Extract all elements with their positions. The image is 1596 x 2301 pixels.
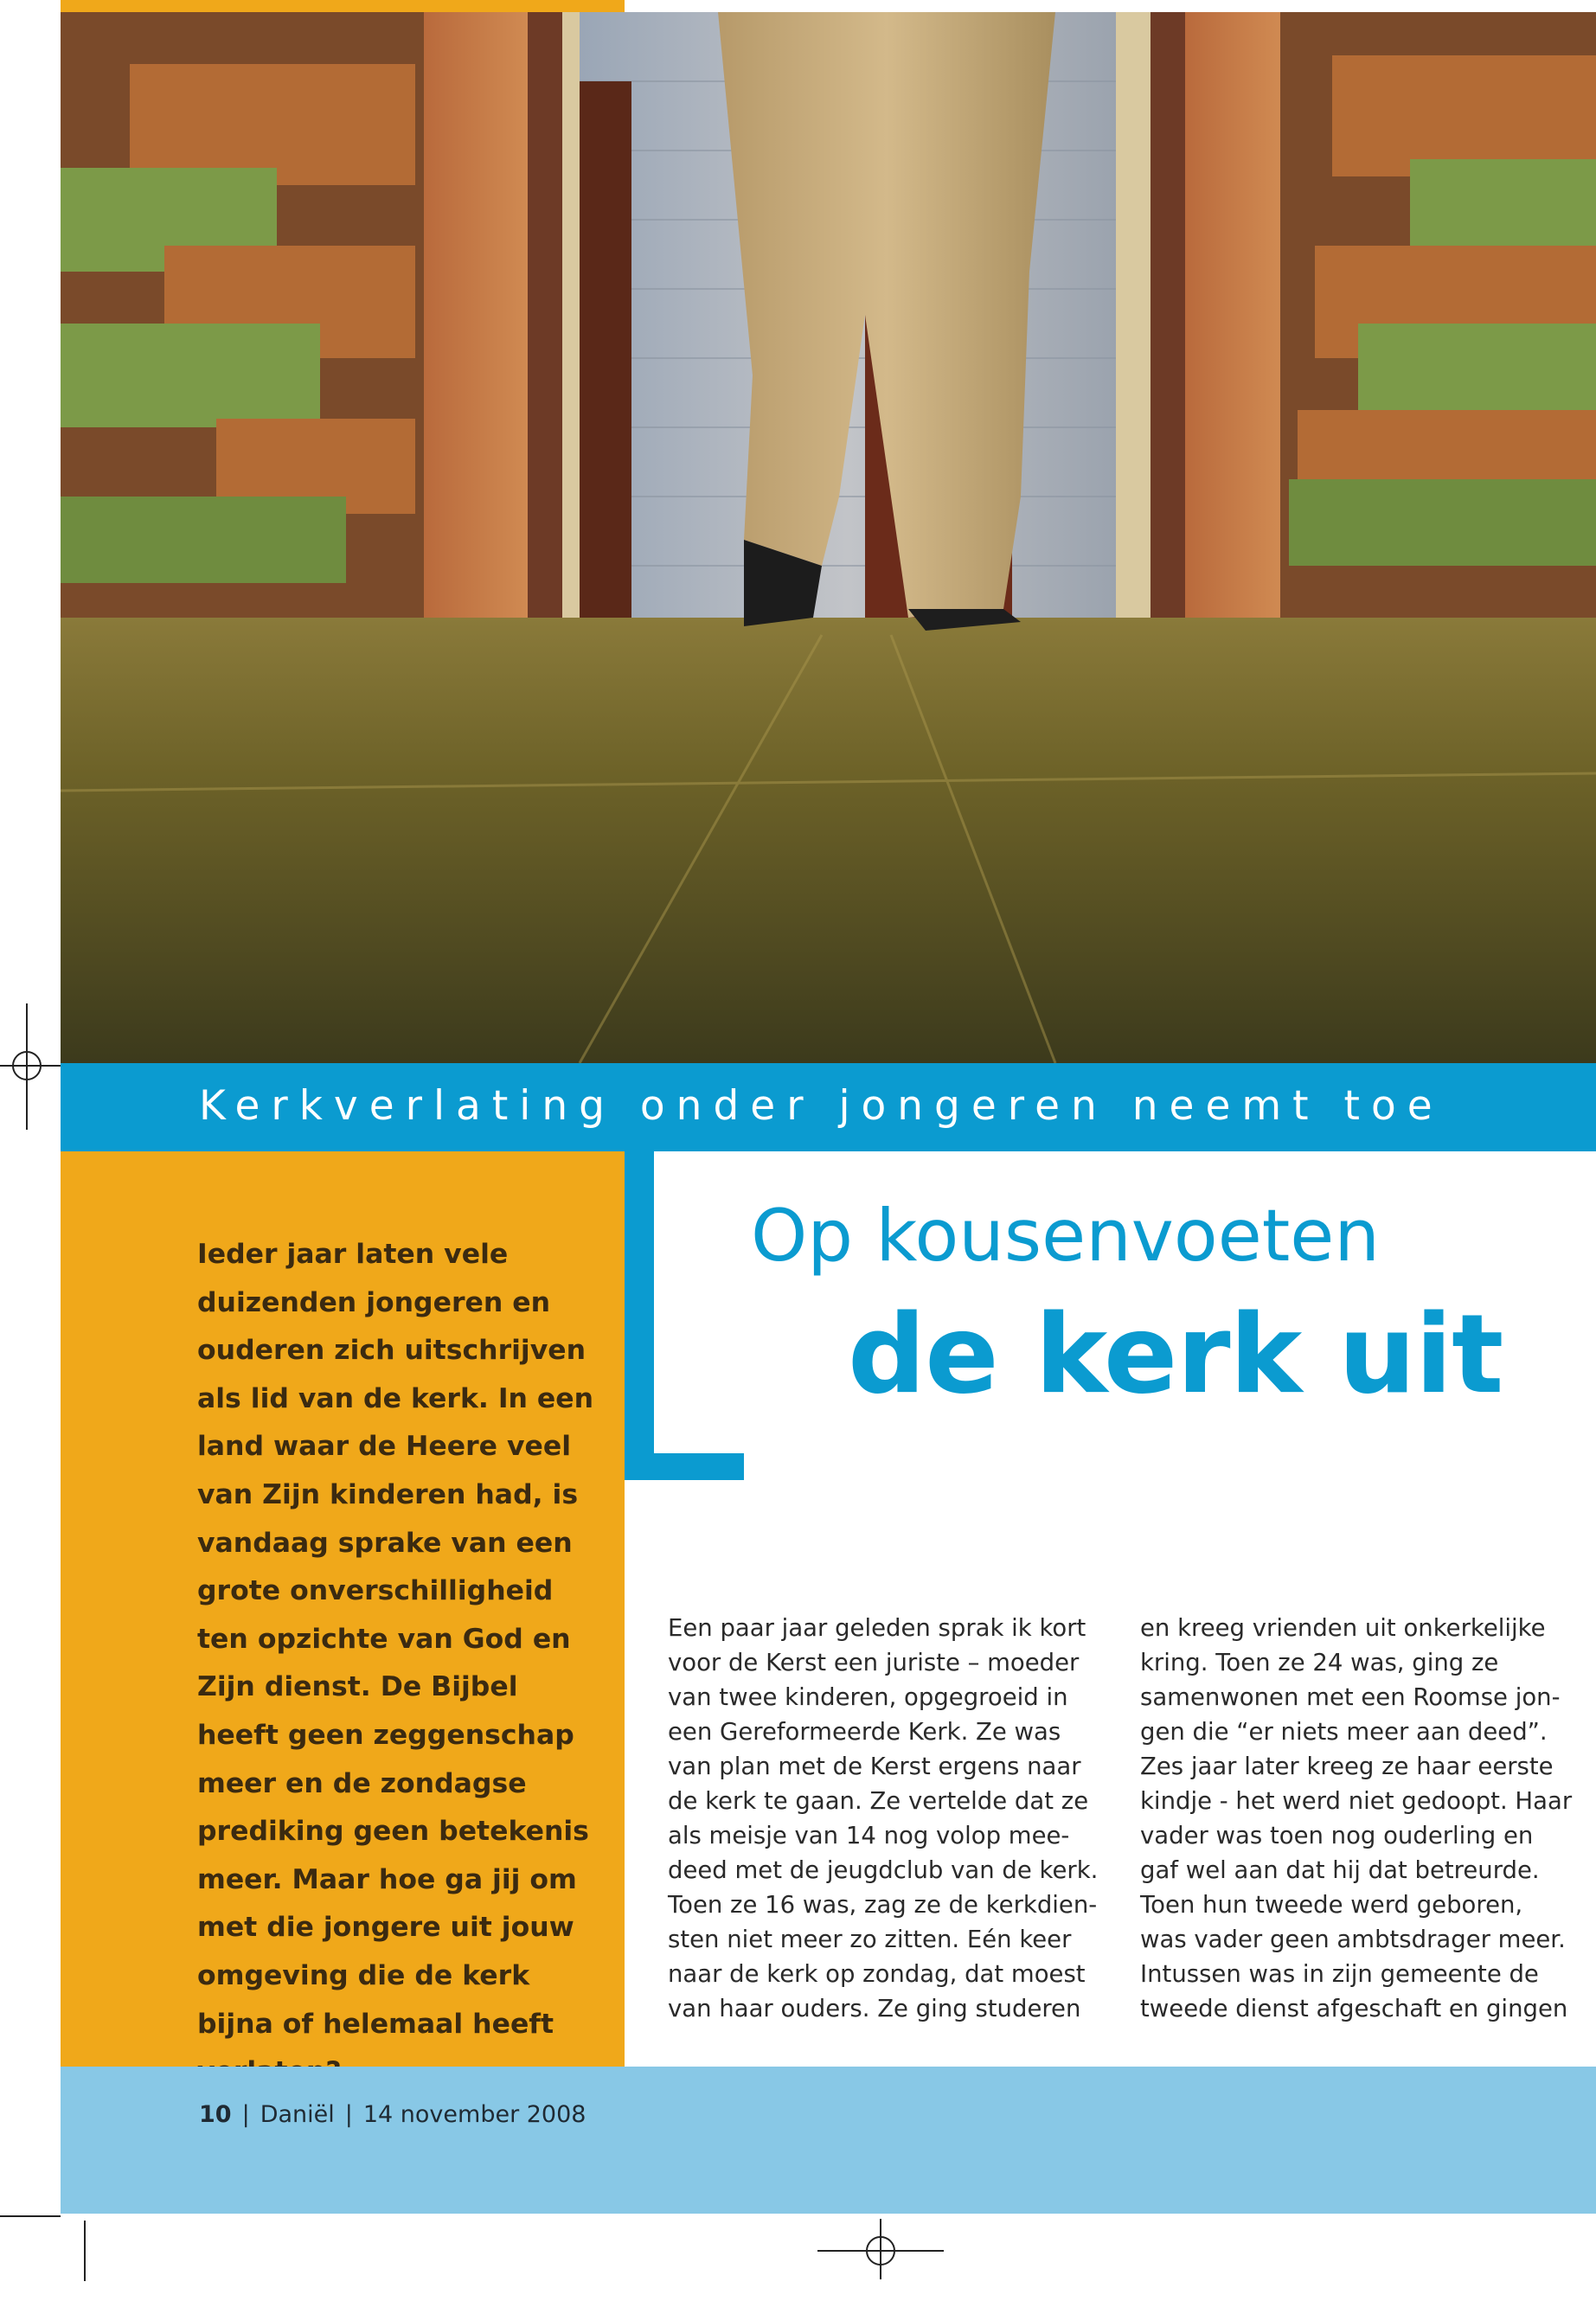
page-number: 10 [199, 2101, 232, 2128]
intro-block [61, 1151, 625, 2067]
body-line: de kerk te gaan. Ze vertelde dat ze [668, 1787, 1089, 1815]
body-line: kring. Toen ze 24 was, ging ze [1140, 1649, 1499, 1676]
body-line: Zes jaar later kreeg ze haar eerste [1140, 1753, 1554, 1780]
body-column-2 [1140, 1611, 1590, 2026]
body-line: Toen hun tweede werd geboren, [1140, 1891, 1523, 1919]
body-line: van plan met de Kerst ergens naar [668, 1753, 1081, 1780]
registration-mark-icon [12, 1051, 42, 1080]
body-line: Toen ze 16 was, zag ze de kerkdien- [668, 1891, 1098, 1919]
body-line: een Gereformeerde Kerk. Ze was [668, 1718, 1061, 1746]
body-line: samenwonen met een Roomse jon- [1140, 1683, 1561, 1711]
body-line: gen die “er niets meer aan deed”. [1140, 1718, 1548, 1746]
body-line: was vader geen ambtsdrager meer. [1140, 1926, 1566, 1953]
article-kicker: Kerkverlating onder jongeren neemt toe [199, 1082, 1444, 1130]
body-column-1 [668, 1611, 1118, 2026]
page-footer [199, 2101, 586, 2128]
body-line: deed met de jeugdclub van de kerk. [668, 1856, 1099, 1884]
kicker-band [61, 1063, 1596, 1151]
body-line: sten niet meer zo zitten. Eén keer [668, 1926, 1072, 1953]
body-line: vader was toen nog ouderling en [1140, 1822, 1534, 1849]
top-color-strip [61, 0, 625, 12]
headline-bracket-horizontal [625, 1453, 744, 1480]
body-line: van haar ouders. Ze ging studeren [668, 1995, 1081, 2022]
body-line: Een paar jaar geleden sprak ik kort [668, 1614, 1086, 1642]
body-line: naar de kerk op zondag, dat moest [668, 1960, 1086, 1988]
publication-name: Daniël [260, 2101, 335, 2128]
body-line: en kreeg vrienden uit onkerkelijke [1140, 1614, 1546, 1642]
body-line: tweede dienst afgeschaft en gingen [1140, 1995, 1568, 2022]
body-line: voor de Kerst een juriste – moeder [668, 1649, 1080, 1676]
body-line: Intussen was in zijn gemeente de [1140, 1960, 1539, 1988]
crop-mark [84, 2221, 86, 2281]
body-line: gaf wel aan dat hij dat betreurde. [1140, 1856, 1540, 1884]
footer-band [61, 2067, 1596, 2214]
church-aisle-photo-icon [61, 12, 1596, 1063]
publication-date: 14 november 2008 [362, 2101, 586, 2128]
crop-mark [0, 2215, 61, 2217]
body-line: als meisje van 14 nog volop mee- [668, 1822, 1070, 1849]
article-intro: Ieder jaar laten vele duizenden jongeren en ouderen zich uitschrijven als lid van de kerk. In een land waar de Heere veel van Zijn kinderen had, is vandaag sprake van een grote onverschilligheid ten opzichte van God en Zijn dienst. De Bijbel heeft geen zeggenschap meer en de zondagse prediking geen betekenis meer. Maar hoe ga jij om met die jongere uit jouw omgeving die de kerk bijna of helemaal heeft [197, 1239, 594, 2040]
headline-line-1: Op kousenvoeten [751, 1194, 1380, 1278]
body-line: kindje - het werd niet gedoopt. Haar [1140, 1787, 1573, 1815]
body-line: van twee kinderen, opgegroeid in [668, 1683, 1068, 1711]
footer-separator: | [344, 2101, 353, 2128]
article-photo [61, 12, 1596, 1063]
headline-line-2: de kerk uit [848, 1291, 1503, 1418]
registration-mark-icon [866, 2236, 895, 2266]
headline-bracket-vertical [625, 1151, 654, 1480]
footer-separator: | [241, 2101, 250, 2128]
